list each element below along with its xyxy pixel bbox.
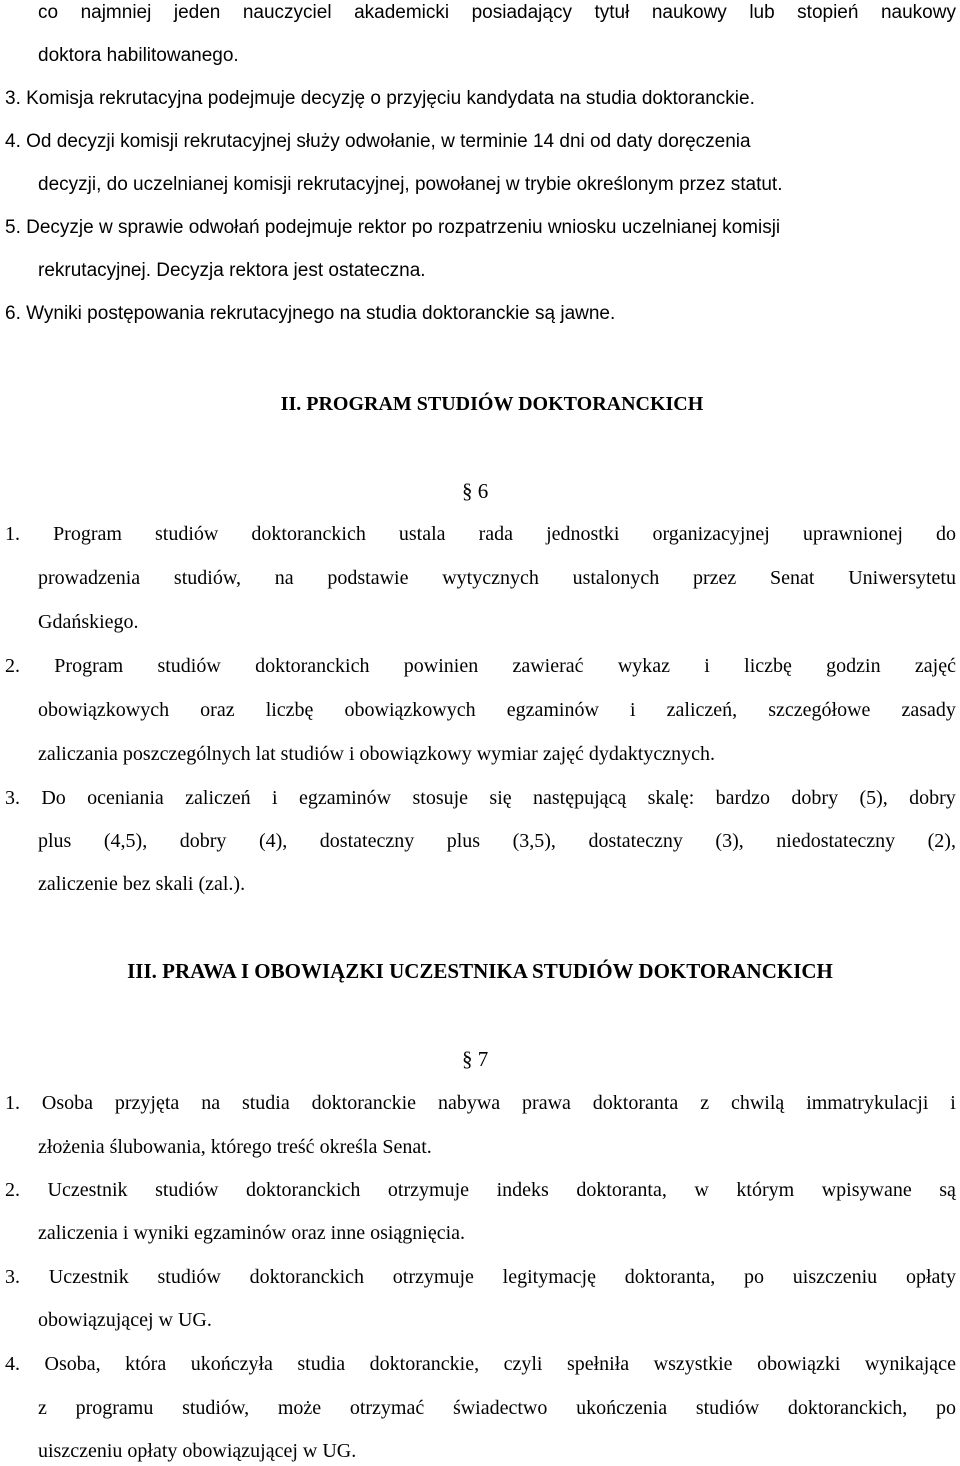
text-line-s2-3: Gdańskiego. [38, 611, 139, 633]
text-line-top-4: 4. Od decyzji komisji rekrutacyjnej służy odwołanie, w terminie 14 dni od daty doręczenia [5, 131, 751, 152]
text-line-top-7: rekrutacyjnej. Decyzja rektora jest ostateczna. [38, 260, 426, 281]
text-line-s3-8: z programu studiów, może otrzymać świadectwo ukończenia studiów doktoranckich, po [38, 1397, 956, 1419]
text-line-s3-6: obowiązującej w UG. [38, 1309, 212, 1331]
text-line-s2-4: 2. Program studiów doktoranckich powinien zawierać wykaz i liczbę godzin zajęć [5, 655, 956, 677]
text-line-s2-8: plus (4,5), dobry (4), dostateczny plus (3,5), dostateczny (3), niedostateczny (2), [38, 830, 956, 852]
text-line-s2-5: obowiązkowych oraz liczbę obowiązkowych egzaminów i zaliczeń, szczegółowe zasady [38, 699, 956, 721]
text-line-top-1: co najmniej jeden nauczyciel akademicki posiadający tytuł naukowy lub stopień naukowy [38, 2, 956, 23]
text-line-s2-1: 1. Program studiów doktoranckich ustala rada jednostki organizacyjnej uprawnionej do [5, 523, 956, 545]
text-line-s3-7: 4. Osoba, która ukończyła studia doktoranckie, czyli spełniła wszystkie obowiązki wynikające [5, 1353, 956, 1375]
text-line-top-5: decyzji, do uczelnianej komisji rekrutacyjnej, powołanej w trybie określonym przez statut. [38, 174, 783, 195]
text-line-s2-2: prowadzenia studiów, na podstawie wytycznych ustalonych przez Senat Uniwersytetu [38, 567, 956, 589]
text-line-s3-3: 2. Uczestnik studiów doktoranckich otrzymuje indeks doktoranta, w którym wpisywane są [5, 1179, 956, 1201]
text-line-top-6: 5. Decyzje w sprawie odwołań podejmuje rektor po rozpatrzeniu wniosku uczelnianej komisji [5, 217, 781, 238]
text-line-s2-6: zaliczania poszczególnych lat studiów i obowiązkowy wymiar zajęć dydaktycznych. [38, 743, 715, 765]
text-line-s3-4: zaliczenia i wyniki egzaminów oraz inne osiągnięcia. [38, 1222, 466, 1244]
text-line-top-8: 6. Wyniki postępowania rekrutacyjnego na studia doktoranckie są jawne. [5, 303, 616, 324]
paragraph-number-6: § 6 [462, 479, 489, 503]
text-line-s2-9: zaliczenie bez skali (zal.). [38, 873, 246, 895]
text-line-top-2: doktora habilitowanego. [38, 45, 239, 66]
text-line-s3-5: 3. Uczestnik studiów doktoranckich otrzymuje legitymację doktoranta, po uiszczeniu opłaty [5, 1266, 956, 1288]
paragraph-number-7: § 7 [462, 1047, 489, 1071]
text-line-s3-9: uiszczeniu opłaty obowiązującej w UG. [38, 1440, 357, 1462]
section-heading-2: II. PROGRAM STUDIÓW DOKTORANCKICH [280, 393, 704, 415]
text-line-s2-7: 3. Do oceniania zaliczeń i egzaminów stosuje się następującą skalę: bardzo dobry (5), dobry [5, 787, 956, 809]
section-heading-3: III. PRAWA I OBOWIĄZKI UCZESTNIKA STUDIÓW DOKTORANCKICH [127, 959, 833, 983]
text-line-s3-1: 1. Osoba przyjęta na studia doktoranckie nabywa prawa doktoranta z chwilą immatrykulacji i [5, 1092, 956, 1114]
text-line-s3-2: złożenia ślubowania, którego treść określa Senat. [38, 1136, 432, 1158]
text-line-top-3: 3. Komisja rekrutacyjna podejmuje decyzję o przyjęciu kandydata na studia doktoranckie. [5, 88, 755, 109]
